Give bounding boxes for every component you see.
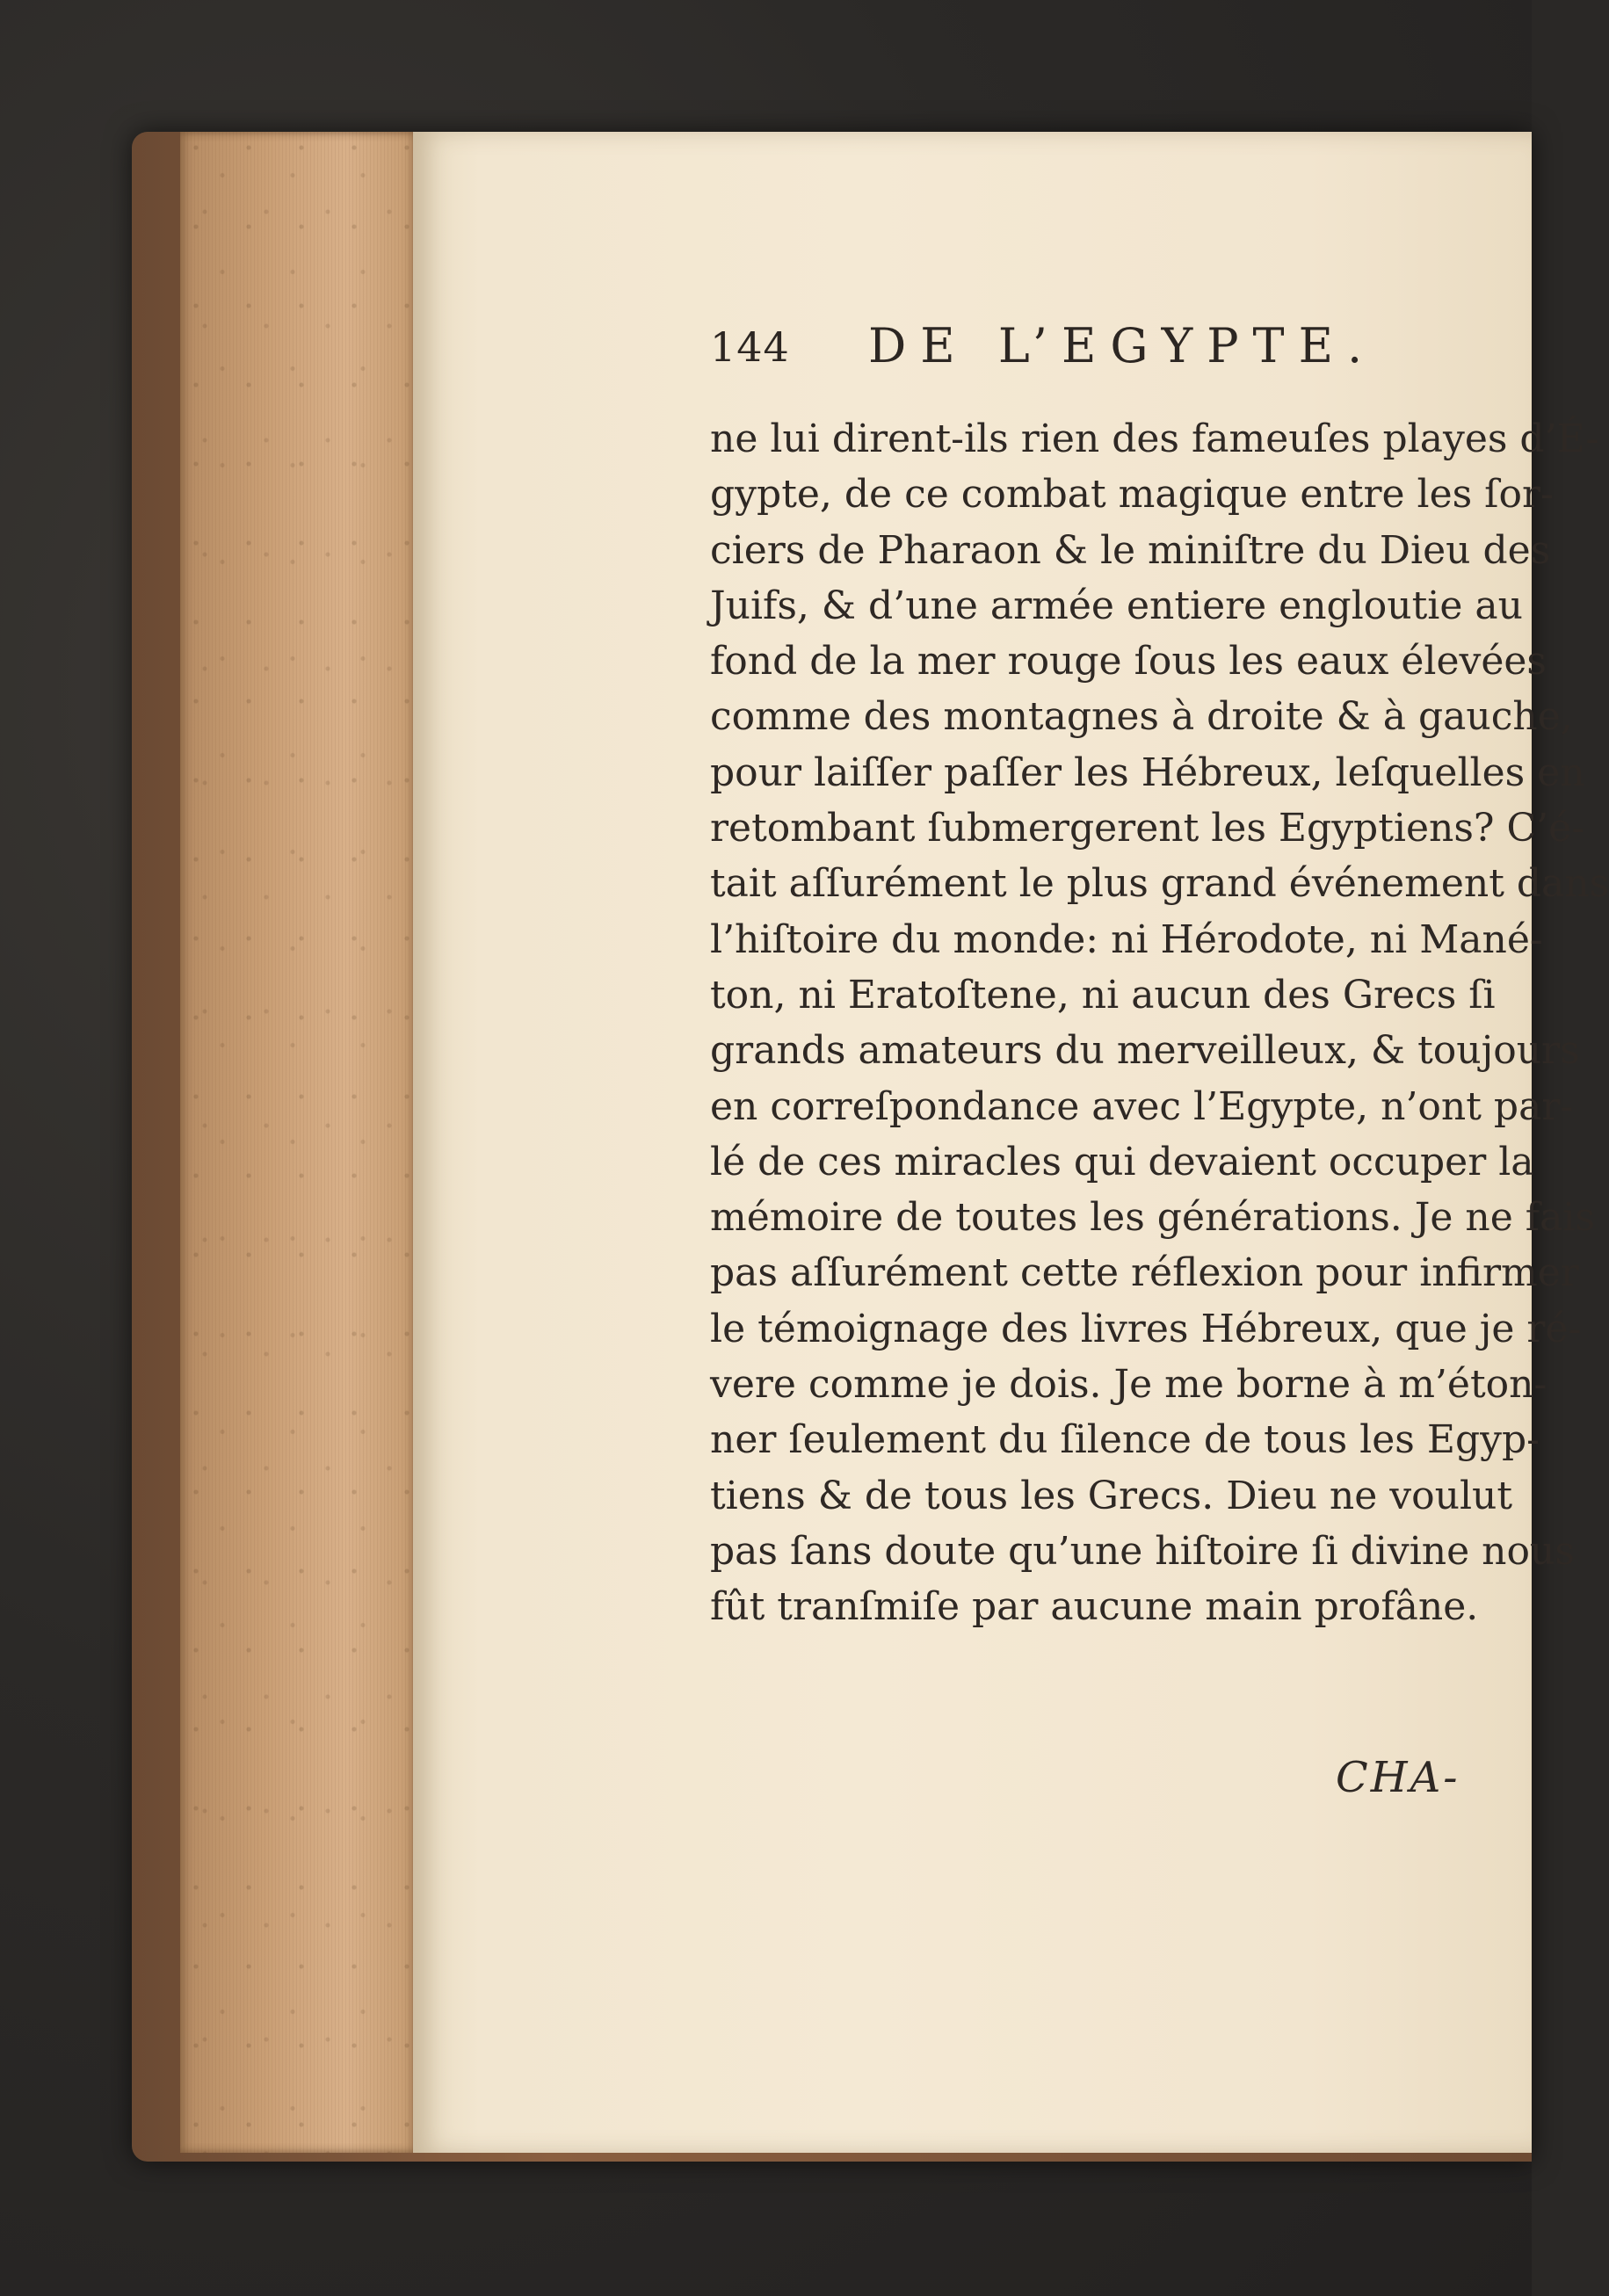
text-line: pour laiſſer paſſer les Hébreux, leſquelles en <box>710 750 1585 795</box>
text-line: ton, ni Eratoſtene, ni aucun des Grecs ſi <box>710 972 1496 1018</box>
running-head <box>710 318 1378 385</box>
text-line: comme des montagnes à droite & à gauche, <box>710 694 1573 740</box>
text-line: gypte, de ce combat magique entre les ſor- <box>710 472 1554 518</box>
text-line: l’hiſtoire du monde: ni Hérodote, ni Mané- <box>710 916 1543 962</box>
text-line: mémoire de toutes les générations. Je ne fais <box>710 1195 1595 1241</box>
text-line: en correſpondance avec l’Egypte, n’ont par- <box>710 1083 1574 1129</box>
page-fore-edge <box>180 132 417 2153</box>
text-line: lé de ces miracles qui devaient occuper la <box>710 1139 1534 1184</box>
text-line: Juifs, & d’une armée entiere engloutie au <box>710 583 1523 628</box>
text-line: fond de la mer rouge ſous les eaux élevées <box>710 639 1547 684</box>
text-line: vere comme je dois. Je me borne à m’éton- <box>710 1362 1547 1408</box>
text-line: pas ſans doute qu’une hiſtoire ſi divine nous <box>710 1528 1575 1574</box>
text-line: grands amateurs du merveilleux, & toujours <box>710 1028 1580 1074</box>
text-line: le témoignage des livres Hébreux, que je ré- <box>710 1306 1582 1351</box>
catchword: CHA- <box>1336 1753 1460 1802</box>
running-title: DE L’EGYPTE. <box>868 318 1377 373</box>
page-number: 144 <box>710 323 790 371</box>
text-line: tiens & de tous les Grecs. Dieu ne voulut <box>710 1473 1513 1518</box>
text-line: pas aſſurément cette réflexion pour infirmer <box>710 1250 1579 1296</box>
text-line: ner ſeulement du ſilence de tous les Egyp- <box>710 1417 1540 1463</box>
text-line: fût tranſmiſe par aucune main profâne. <box>710 1584 1479 1630</box>
text-line: retombant ſubmergerent les Egyptiens? C’é- <box>710 806 1585 851</box>
body-text <box>710 411 1609 1635</box>
text-line: ne lui dirent-ils rien des fameuſes playes d’É- <box>710 416 1599 461</box>
text-line: tait aſſurément le plus grand événement dans <box>710 861 1609 907</box>
text-line: ciers de Pharaon & le miniſtre du Dieu des <box>710 527 1551 573</box>
